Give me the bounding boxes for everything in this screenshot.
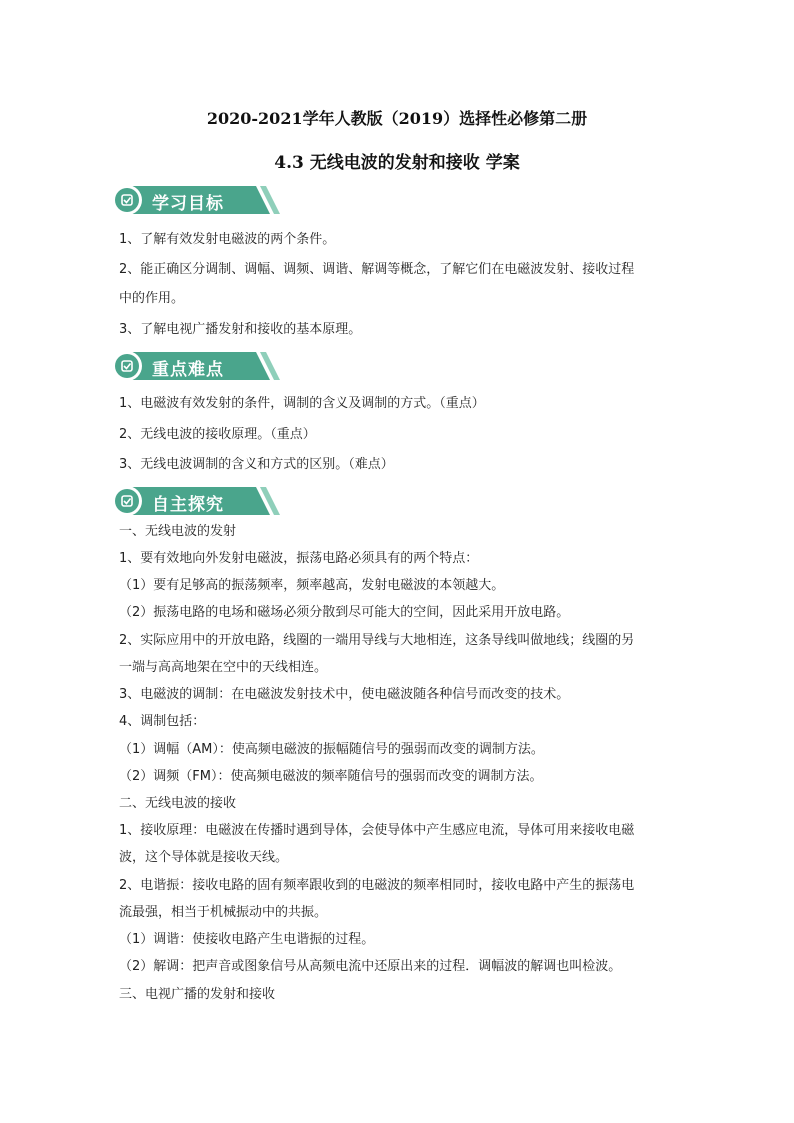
- explore-line: （2）调频（FM）：使高频电磁波的频率随信号的强弱而改变的调制方法。: [119, 769, 543, 784]
- explore-line: （1）调谐：使接收电路产生电谐振的过程。: [119, 932, 375, 947]
- key-line: 2、无线电波的接收原理。（重点）: [119, 427, 316, 442]
- explore-line: 二、无线电波的接收: [119, 796, 237, 811]
- goal-line: 1、了解有效发射电磁波的两个条件。: [119, 232, 336, 247]
- explore-line: 三、电视广播的发射和接收: [119, 987, 276, 1002]
- document-subtitle: 4.3 无线电波的发射和接收 学案: [274, 153, 520, 173]
- section-heading: 自主探究: [152, 495, 224, 515]
- explore-line: （1）调幅（AM）：使高频电磁波的振幅随信号的强弱而改变的调制方法。: [119, 742, 544, 757]
- explore-line: （2）解调：把声音或图象信号从高频电流中还原出来的过程．调幅波的解调也叫检波。: [119, 959, 622, 974]
- explore-line: 4、调制包括：: [119, 714, 206, 729]
- explore-line: 2、电谐振：接收电路的固有频率跟收到的电磁波的频率相同时，接收电路中产生的振荡电: [119, 878, 635, 893]
- explore-line: 一、无线电波的发射: [119, 524, 237, 539]
- section-banner-explore: [110, 484, 280, 518]
- goal-line: 中的作用。: [119, 291, 185, 306]
- explore-line: 2、实际应用中的开放电路，线圈的一端用导线与大地相连，这条导线叫做地线；线圈的另: [119, 633, 635, 648]
- goal-line: 3、了解电视广播发射和接收的基本原理。: [119, 322, 362, 337]
- explore-line: 3、电磁波的调制：在电磁波发射技术中，使电磁波随各种信号而改变的技术。: [119, 687, 570, 702]
- explore-line: 1、要有效地向外发射电磁波，振荡电路必须具有的两个特点：: [119, 551, 479, 566]
- explore-line: （1）要有足够高的振荡频率，频率越高，发射电磁波的本领越大。: [119, 578, 505, 593]
- explore-line: 波，这个导体就是接收天线。: [119, 850, 289, 865]
- key-line: 3、无线电波调制的含义和方式的区别。（难点）: [119, 457, 394, 472]
- key-line: 1、电磁波有效发射的条件，调制的含义及调制的方式。（重点）: [119, 396, 485, 411]
- goal-line: 2、能正确区分调制、调幅、调频、调谐、解调等概念，了解它们在电磁波发射、接收过程: [119, 262, 635, 277]
- explore-line: （2）振荡电路的电场和磁场必须分散到尽可能大的空间，因此采用开放电路。: [119, 605, 570, 620]
- explore-line: 一端与高高地架在空中的天线相连。: [119, 660, 328, 675]
- explore-line: 1、接收原理：电磁波在传播时遇到导体，会使导体中产生感应电流，导体可用来接收电磁: [119, 823, 635, 838]
- explore-line: 流最强，相当于机械振动中的共振。: [119, 905, 328, 920]
- section-heading: 重点难点: [152, 360, 224, 380]
- section-heading: 学习目标: [152, 194, 224, 214]
- document-title: 2020-2021学年人教版（2019）选择性必修第二册: [206, 109, 588, 128]
- section-banner-goals: [110, 183, 280, 217]
- section-banner-key: [110, 349, 280, 383]
